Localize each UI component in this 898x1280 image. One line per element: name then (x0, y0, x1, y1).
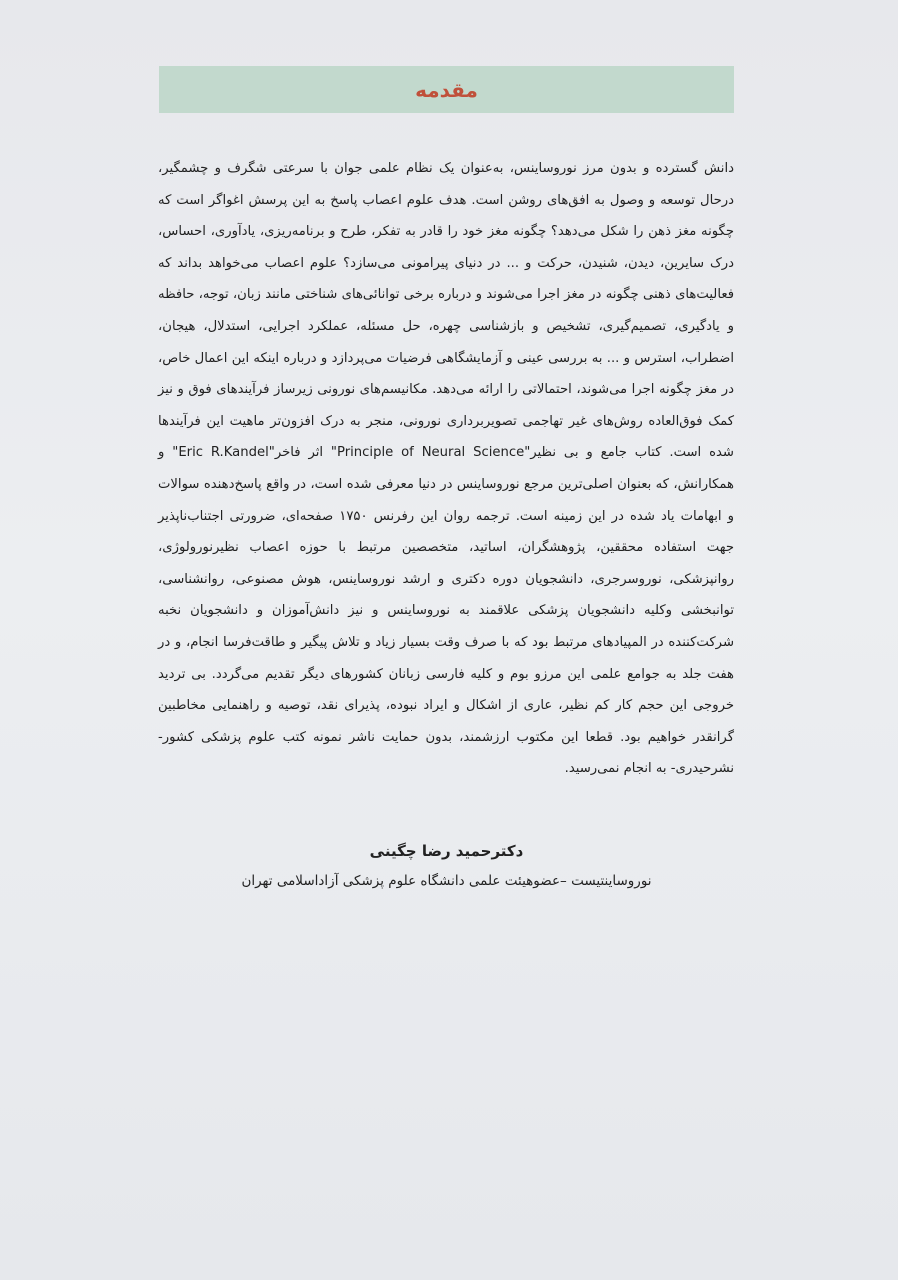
author-name: دکترحمید رضا چگینی (369, 842, 524, 860)
author-affiliation: نوروساینتیست –عضوهیئت علمی دانشگاه علوم پزشکی آزاداسلامی تهران (241, 873, 652, 889)
section-header-band (159, 66, 734, 113)
section-title: مقدمه (415, 77, 478, 102)
introduction-paragraph: دانش گسترده و بدون مرز نوروساینس، به‌عنوان یک نظام علمی جوان با سرعتی شگرف و چشمگیر، درحال توسعه و وصول به افق‌های روشن است. هدف علوم اعصاب پاسخ به این پرسش اغواگر است که چگونه مغز ذهن را شکل می‌دهد؟ چگونه مغز خود را قادر به تفکر، طرح و برنامه‌ریزی، یادآوری، احساس، درک سایرین، دیدن، شنیدن، حرکت و ... در دنیای پیرامونی می‌سازد؟ علوم اعصاب می‌خواهد بداند که فعالیت‌های ذهنی چگونه در مغز اجرا می‌شوند و درباره برخی توانائی‌های شناختی مانند زبان، توجه، حافظه و یادگیری، تصمیم‌گیری، تشخیص و بازشناسی چهره، حل مسئله، عملکرد اجرایی، استدلال، هیجان، اضطراب، استرس و ... به بررسی عینی و آزمایشگاهی فرضیات می‌پردازد و درباره اینکه این اعمال خاص، در مغز چگونه اجرا می‌شوند، احتمالاتی را ارائه می‌دهد. مکانیسم‌های نورونی زیرساز فرآیندهای فوق و نیز کمک فوق‌العاده روش‌های غیر تهاجمی تصویربرداری نورونی، منجر به درک افزون‌تر ماهیت این فرآیندها شده است. کتاب جامع و بی نظیر"Principle of Neural Science" اثر فاخر"Eric R.Kandel" و همکارانش، که بعنوان اصلی‌ترین مرجع نوروساینس در دنیا معرفی شده است، در واقع پاسخ‌دهنده سوالات و ابهامات یاد شده در این زمینه است. ترجمه روان این رفرنس ۱۷۵۰ صفحه‌ای، ضرورتی اجتناب‌ناپذیر جهت استفاده محققین، پژوهشگران، اساتید، متخصصین مرتبط با حوزه اعصاب نظیرنورولوژی، روانپزشکی، نوروسرجری، دانشجویان دوره دکتری و ارشد نوروساینس، هوش مصنوعی، روانشناسی، توانبخشی وکلیه دانشجویان پزشکی علاقمند به نوروساینس و نیز دانش‌آموزان و دانشجویان نخبه شرکت‌کننده در المپیادهای مرتبط بود که با صرف وقت بسیار زیاد و تلاش پیگیر و طاقت‌فرسا انجام، و در هفت جلد به جوامع علمی این مرزو بوم و کلیه فارسی زبانان کشورهای دیگر تقدیم می‌گردد. بی تردید خروجی این حجم کار کم نظیر، عاری از اشکال و ایراد نبوده، پذیرای نقد، توصیه و راهنمایی مخاطبین گرانقدر خواهیم بود. قطعا این مکتوب ارزشمند، بدون حمایت ناشر نمونه کتب علوم پزشکی کشور- نشرحیدری- به انجام نمی‌رسید. (158, 161, 735, 777)
